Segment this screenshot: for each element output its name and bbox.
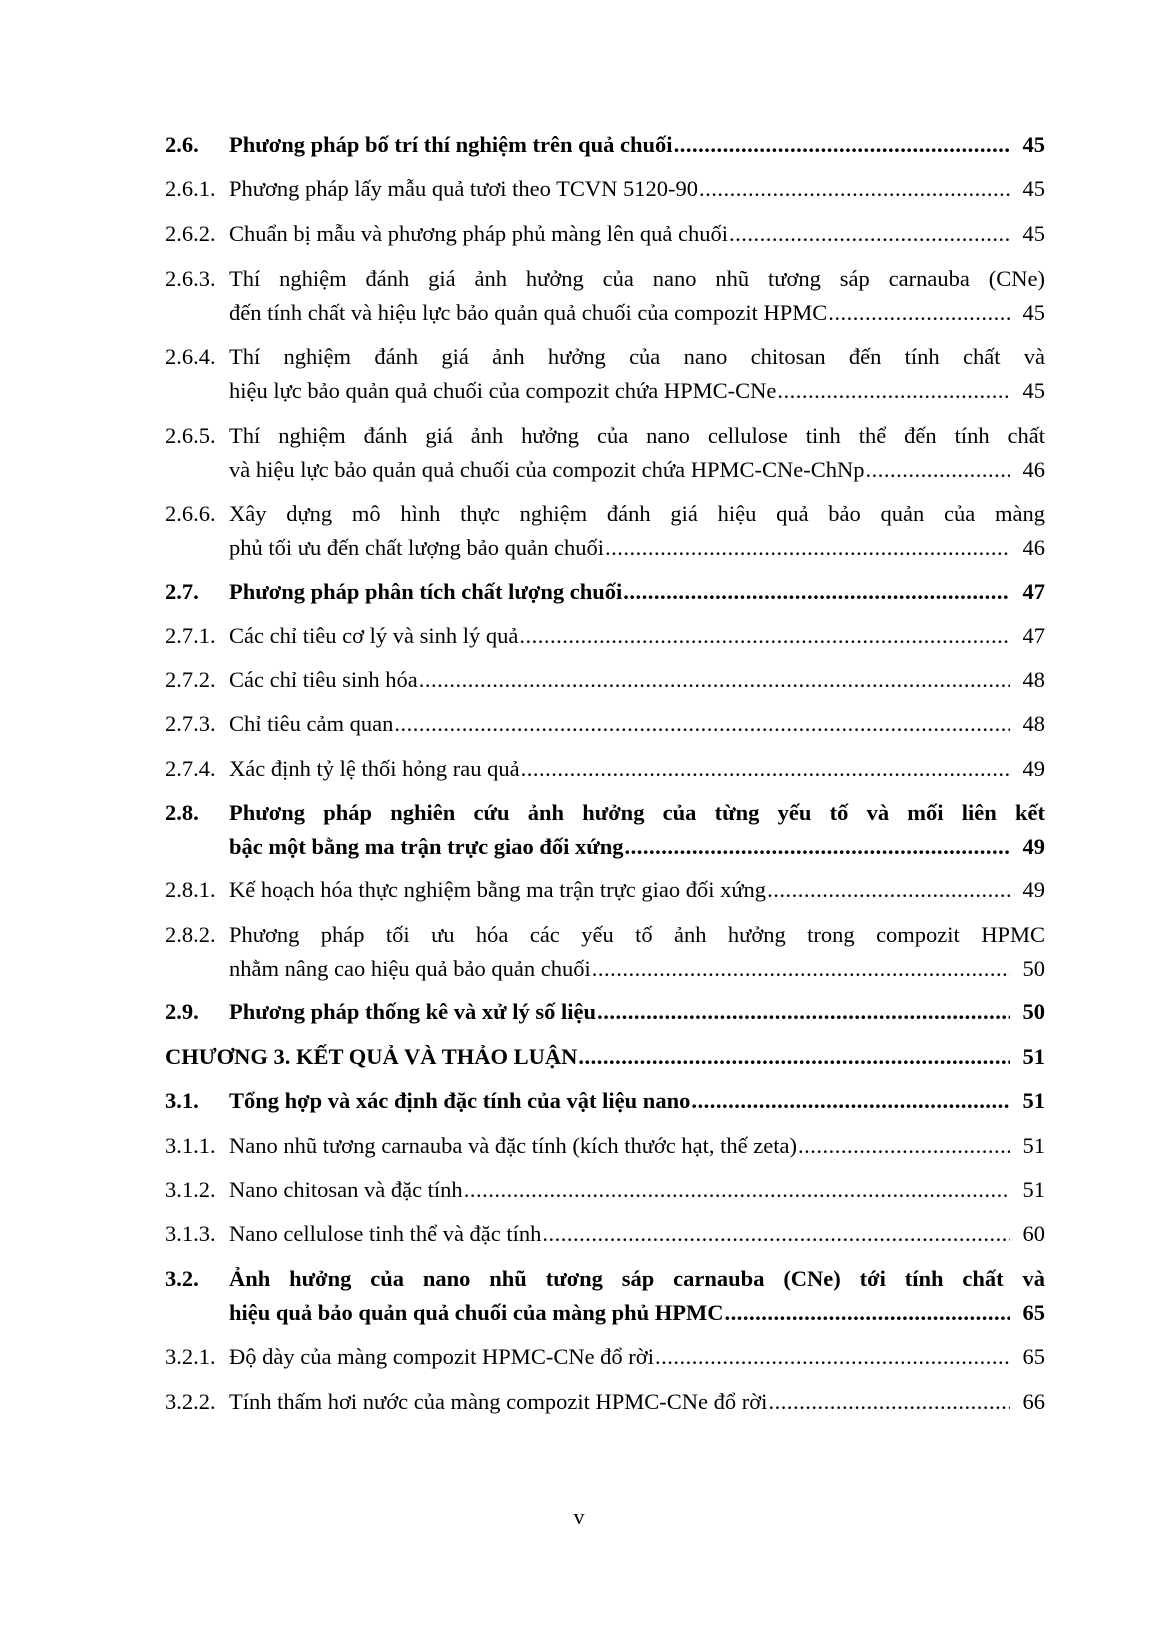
toc-page-number: 51 [1022, 1044, 1045, 1069]
toc-entry-title: Nano nhũ tương carnauba và đặc tính (kích thước hạt, thế zeta) [229, 1133, 797, 1158]
toc-entry[interactable] [165, 262, 1045, 330]
toc-entry-title: Độ dày của màng compozit HPMC-CNe đổ rời [229, 1344, 654, 1369]
toc-entry[interactable] [165, 575, 1045, 609]
toc-page-number: 49 [1022, 877, 1045, 902]
toc-entry-title: Tổng hợp và xác định đặc tính của vật liệu nano [229, 1088, 691, 1113]
toc-page-number: 66 [1022, 1389, 1045, 1414]
dot-leader [519, 619, 1010, 653]
toc-entry-number: 2.6.5. [165, 423, 216, 448]
toc-page-number: 49 [1022, 756, 1045, 781]
toc-page-number: 48 [1022, 711, 1045, 736]
toc-entry-number: 3.2. [165, 1266, 199, 1291]
toc-entry-number: 3.2.1. [165, 1344, 216, 1369]
toc-entry-number: 2.7.1. [165, 623, 216, 648]
toc-entry[interactable] [165, 1217, 1045, 1251]
toc-entry-title: bậc một bằng ma trận trực giao đối xứng [229, 834, 624, 859]
toc-entry-title: Phương pháp lấy mẫu quả tươi theo TCVN 5120-90 [229, 176, 698, 201]
toc-entry[interactable] [165, 419, 1045, 487]
toc-entry-title: Ảnh hưởng của nano nhũ tương sáp carnauba (CNe) tới tính chất và [229, 1266, 1045, 1291]
dot-leader [464, 1173, 1010, 1207]
toc-page-number: 51 [1022, 1177, 1045, 1202]
toc-entry-number: 3.2.2. [165, 1389, 216, 1414]
toc-entry-title: Nano chitosan và đặc tính [229, 1177, 463, 1202]
dot-leader [798, 1129, 1010, 1163]
toc-entry-title: Xây dựng mô hình thực nghiệm đánh giá hiệu quả bảo quản của màng [229, 501, 1045, 526]
toc-entry-number: 2.6.2. [165, 221, 216, 246]
toc-page-number: 46 [1022, 457, 1045, 482]
toc-entry-number: 2.6. [165, 132, 199, 157]
toc-entry-title: Phương pháp phân tích chất lượng chuối [229, 579, 623, 604]
toc-entry-title: Kế hoạch hóa thực nghiệm bằng ma trận trực giao đối xứng [229, 877, 767, 902]
toc-entry-title: Các chỉ tiêu cơ lý và sinh lý quả [229, 623, 519, 648]
toc-entry-title: Các chỉ tiêu sinh hóa [229, 667, 418, 692]
toc-entry[interactable] [165, 995, 1045, 1029]
dot-leader [578, 1040, 1010, 1074]
toc-entry-title: Phương pháp bố trí thí nghiệm trên quả chuối [229, 132, 673, 157]
dot-leader [767, 873, 1010, 907]
dot-leader [623, 575, 1010, 609]
dot-leader [542, 1217, 1010, 1251]
dot-leader [725, 1296, 1010, 1330]
toc-entry[interactable] [165, 918, 1045, 986]
toc-page-number: 45 [1022, 221, 1045, 246]
toc-entry[interactable] [165, 663, 1045, 697]
toc-entry-title: Thí nghiệm đánh giá ảnh hưởng của nano chitosan đến tính chất và [229, 344, 1045, 369]
dot-leader [592, 952, 1010, 986]
toc-entry[interactable] [165, 340, 1045, 408]
toc-entry[interactable] [165, 707, 1045, 741]
toc-page-number: 45 [1022, 176, 1045, 201]
toc-entry[interactable] [165, 217, 1045, 251]
toc-page-number: 47 [1022, 579, 1045, 604]
toc-entry[interactable] [165, 1173, 1045, 1207]
dot-leader [729, 217, 1010, 251]
dot-leader [625, 830, 1011, 864]
toc-entry-title: nhằm nâng cao hiệu quả bảo quản chuối [229, 956, 591, 981]
toc-entry-number: 2.8.1. [165, 877, 216, 902]
toc-page-number: 48 [1022, 667, 1045, 692]
toc-entry-number: 3.1.1. [165, 1133, 216, 1158]
toc-page-number: 65 [1022, 1300, 1045, 1325]
toc-entry-number: 3.1.3. [165, 1221, 216, 1246]
toc-page-number: 60 [1022, 1221, 1045, 1246]
toc-entry[interactable] [165, 1129, 1045, 1163]
toc-entry[interactable] [165, 752, 1045, 786]
page-number: v [573, 1504, 585, 1529]
toc-entry-number: 2.7.4. [165, 756, 216, 781]
toc-entry-number: 2.7.3. [165, 711, 216, 736]
toc-entry-number: 2.6.4. [165, 344, 216, 369]
toc-page-number: 45 [1022, 132, 1045, 157]
toc-entry[interactable] [165, 1084, 1045, 1118]
toc-entry[interactable] [165, 172, 1045, 206]
toc-entry-number: 2.8.2. [165, 922, 216, 947]
toc-page-number: 50 [1022, 956, 1045, 981]
toc-entry-number: 2.8. [165, 800, 199, 825]
dot-leader [828, 296, 1010, 330]
toc-entry-number: 2.6.6. [165, 501, 216, 526]
dot-leader [691, 1084, 1010, 1118]
dot-leader [699, 172, 1010, 206]
dot-leader [674, 128, 1010, 162]
toc-entry-title: phủ tối ưu đến chất lượng bảo quản chuối [229, 535, 604, 560]
toc-entry[interactable] [165, 796, 1045, 864]
toc-entry[interactable] [165, 1340, 1045, 1374]
toc-page-number: 50 [1022, 999, 1045, 1024]
dot-leader [597, 995, 1010, 1029]
toc-page-number: 46 [1022, 535, 1045, 560]
toc-entry-number: 2.6.1. [165, 176, 216, 201]
dot-leader [605, 531, 1010, 565]
toc-entry-title: Nano cellulose tinh thể và đặc tính [229, 1221, 542, 1246]
toc-entry-title: và hiệu lực bảo quản quả chuối của compozit chứa HPMC-CNe-ChNp [229, 457, 865, 482]
toc-entry-title: Phương pháp thống kê và xử lý số liệu [229, 999, 597, 1024]
dot-leader [865, 453, 1010, 487]
toc-entry-title: Phương pháp nghiên cứu ảnh hưởng của từng yếu tố và mối liên kết [229, 800, 1045, 825]
toc-entry-number: 2.7.2. [165, 667, 216, 692]
toc-page-number: 45 [1022, 300, 1045, 325]
toc-entry-title: Thí nghiệm đánh giá ảnh hưởng của nano nhũ tương sáp carnauba (CNe) [229, 266, 1045, 291]
toc-entry-number: 2.6.3. [165, 266, 216, 291]
toc-page-number: 45 [1022, 378, 1045, 403]
toc-entry-title: đến tính chất và hiệu lực bảo quản quả chuối của compozit HPMC [229, 300, 828, 325]
toc-entry-title: CHƯƠNG 3. KẾT QUẢ VÀ THẢO LUẬN [165, 1044, 578, 1069]
toc-entry-title: Chuẩn bị mẫu và phương pháp phủ màng lên quả chuối [229, 221, 728, 246]
toc-entry[interactable] [165, 873, 1045, 907]
toc-entry-number: 3.1.2. [165, 1177, 216, 1202]
dot-leader [521, 752, 1010, 786]
toc-entry-number: 2.9. [165, 999, 199, 1024]
toc-entry-title: Xác định tỷ lệ thối hỏng rau quả [229, 756, 520, 781]
toc-entry[interactable] [165, 1385, 1045, 1419]
toc-entry-title: Chỉ tiêu cảm quan [229, 711, 394, 736]
dot-leader [655, 1340, 1010, 1374]
toc-entry-title: Phương pháp tối ưu hóa các yếu tố ảnh hưởng trong compozit HPMC [229, 922, 1045, 947]
dot-leader [394, 707, 1010, 741]
toc-entry-title: Tính thấm hơi nước của màng compozit HPMC-CNe đổ rời [229, 1389, 768, 1414]
toc-entry[interactable] [165, 619, 1045, 653]
toc-entry[interactable] [165, 128, 1045, 162]
dot-leader [777, 374, 1010, 408]
toc-page-number: 51 [1022, 1088, 1045, 1113]
toc-entry[interactable] [165, 497, 1045, 565]
toc-entry[interactable] [165, 1262, 1045, 1330]
toc-page-number: 65 [1022, 1344, 1045, 1369]
toc-page-number: 47 [1022, 623, 1045, 648]
toc-page-number: 49 [1022, 834, 1045, 859]
toc-entry-title: hiệu lực bảo quản quả chuối của compozit chứa HPMC-CNe [229, 378, 777, 403]
toc-entry-number: 2.7. [165, 579, 199, 604]
toc-entry[interactable] [165, 1040, 1045, 1074]
dot-leader [419, 663, 1010, 697]
toc-entry-title: hiệu quả bảo quản quả chuối của màng phủ HPMC [229, 1300, 724, 1325]
toc-page-number: 51 [1022, 1133, 1045, 1158]
toc-entry-number: 3.1. [165, 1088, 199, 1113]
toc-entry-title: Thí nghiệm đánh giá ảnh hưởng của nano cellulose tinh thể đến tính chất [229, 423, 1045, 448]
dot-leader [768, 1385, 1010, 1419]
